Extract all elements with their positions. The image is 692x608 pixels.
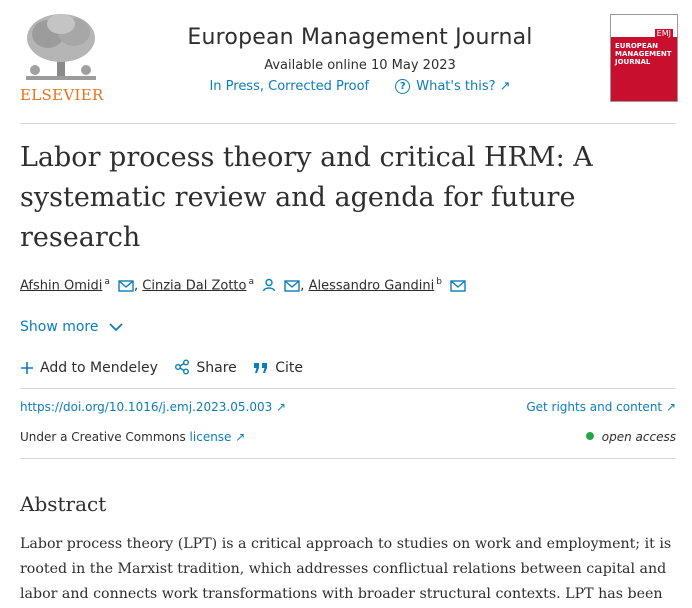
- email-icon[interactable]: [284, 280, 300, 296]
- affiliation-marker: a: [104, 277, 110, 287]
- tree-icon: [20, 10, 102, 86]
- email-icon[interactable]: [118, 280, 134, 296]
- journal-title-link[interactable]: European Management Journal: [187, 25, 533, 50]
- person-icon[interactable]: [262, 278, 276, 296]
- available-online-date: Available online 10 May 2023: [264, 58, 456, 73]
- open-access-badge: [586, 430, 676, 444]
- plus-icon: [20, 361, 34, 375]
- cover-title: EUROPEAN MANAGEMENT JOURNAL: [615, 42, 672, 66]
- journal-header: [0, 0, 692, 110]
- in-press-link[interactable]: In Press, Corrected Proof: [209, 79, 370, 94]
- author-link[interactable]: Alessandro Gandini: [308, 278, 435, 294]
- license-link[interactable]: license ↗: [189, 430, 246, 444]
- cite-label: Cite: [275, 360, 304, 376]
- chevron-down-icon: [109, 322, 123, 332]
- divider: [20, 123, 676, 124]
- abstract-text: Labor process theory (LPT) is a critical approach to studies on work and employment; it is rooted in the Marxist tradition, which addresses conflictual relations between capital and labor and connects work transformations with broader structural contexts. LPT has been: [20, 536, 672, 602]
- author-link[interactable]: Afshin Omidi: [20, 278, 103, 294]
- license-statement: [20, 430, 245, 444]
- abstract-heading: Abstract: [20, 492, 107, 516]
- cite-button[interactable]: [253, 360, 303, 376]
- license-prefix: Under a Creative Commons: [20, 430, 190, 444]
- affiliation-marker: b: [436, 277, 442, 287]
- share-label: Share: [196, 360, 237, 376]
- press-status-row: [130, 79, 590, 94]
- journal-cover-image[interactable]: [610, 14, 678, 102]
- doi-link[interactable]: https://doi.org/10.1016/j.emj.2023.05.003 ↗: [20, 400, 287, 414]
- cover-badge: EMJ: [656, 29, 671, 38]
- get-rights-link[interactable]: Get rights and content ↗: [526, 400, 676, 414]
- mendeley-label: Add to Mendeley: [40, 360, 158, 376]
- email-icon[interactable]: [450, 280, 466, 296]
- add-to-mendeley-button[interactable]: [20, 360, 158, 376]
- elsevier-wordmark: ELSEVIER: [20, 86, 104, 104]
- open-access-dot-icon: [586, 432, 594, 440]
- author-link[interactable]: Cinzia Dal Zotto: [142, 278, 247, 294]
- article-title: Labor process theory and critical HRM: A systematic review and agenda for future research: [20, 142, 593, 253]
- show-more-label: Show more: [20, 319, 99, 335]
- question-icon: ?: [395, 79, 410, 94]
- show-more-button[interactable]: [20, 319, 123, 335]
- divider: [20, 458, 676, 459]
- open-access-label: open access: [601, 430, 676, 444]
- quote-icon: [253, 361, 269, 375]
- share-icon: [174, 359, 190, 375]
- whats-this-link[interactable]: What's this? ↗: [416, 79, 511, 94]
- article-actions: [20, 359, 315, 376]
- affiliation-marker: a: [248, 277, 255, 287]
- elsevier-logo[interactable]: [20, 10, 102, 104]
- author-list: Afshin Omidi $^a$ , Cinzia Dal Zotto $^a$ , Alessandro Gandini $^b$: [20, 277, 466, 296]
- share-button[interactable]: [174, 359, 236, 376]
- divider: [20, 388, 676, 389]
